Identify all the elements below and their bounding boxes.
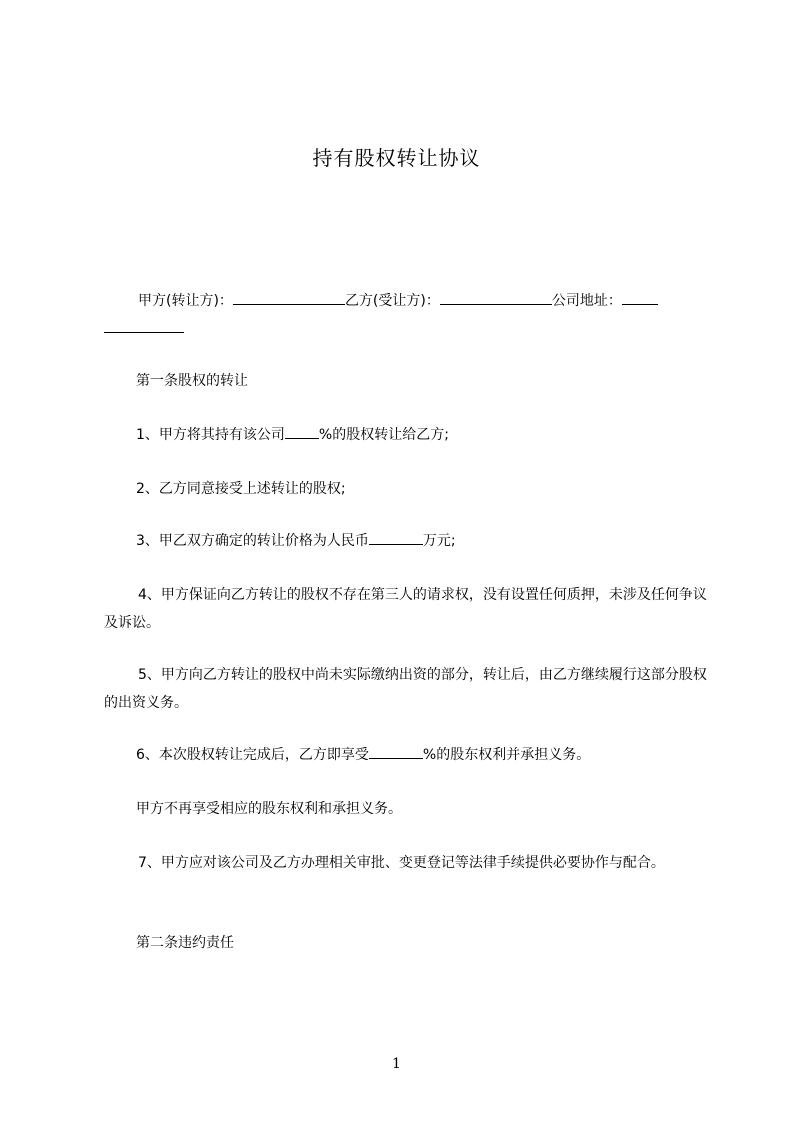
document-title: 持有股权转让协议 <box>312 146 481 170</box>
article2-heading: 第二条违约责任 <box>136 935 234 951</box>
page-number: 1 <box>392 1056 401 1072</box>
article1-item3 <box>104 527 708 555</box>
parties-line <box>104 287 708 315</box>
party-a-blank <box>233 292 345 305</box>
item6-percent-blank <box>369 746 423 759</box>
parties-line-continued <box>104 315 708 343</box>
item1-percent-blank <box>285 426 319 439</box>
item1-prefix: 1、甲方将其持有该公司 <box>136 427 285 443</box>
article1-item7: 7、甲方应对该公司及乙方办理相关审批、变更登记等法律手续提供必要协作与配合。 <box>138 855 665 871</box>
article1-item6 <box>104 741 708 769</box>
article1-heading: 第一条股权的转让 <box>136 373 248 389</box>
item3-prefix: 3、甲乙双方确定的转让价格为人民币 <box>136 533 369 549</box>
item6-suffix: %的股东权利并承担义务。 <box>422 747 591 763</box>
company-address-blank-continued <box>104 320 184 333</box>
article1-item4: 4、甲方保证向乙方转让的股权不存在第三人的请求权，没有设置任何质押，未涉及任何争议及诉讼。 <box>104 587 707 631</box>
item3-price-blank <box>369 532 423 545</box>
company-address-blank <box>622 292 658 305</box>
item3-suffix: 万元; <box>422 533 456 549</box>
party-b-label: 乙方(受让方)： <box>344 293 440 309</box>
article1-item5: 5、甲方向乙方转让的股权中尚未实际缴纳出资的部分，转让后，由乙方继续履行这部分股权的出资义务。 <box>104 667 707 711</box>
article1-item6-note: 甲方不再享受相应的股东权利和承担义务。 <box>136 801 402 817</box>
item1-suffix: %的股权转让给乙方; <box>318 427 449 443</box>
company-address-label: 公司地址： <box>551 293 622 309</box>
article1-item1 <box>104 421 708 449</box>
party-a-label: 甲方(转让方)： <box>138 293 233 309</box>
party-b-blank <box>440 292 552 305</box>
article1-item2: 2、乙方同意接受上述转让的股权; <box>136 481 346 497</box>
item6-prefix: 6、本次股权转让完成后，乙方即享受 <box>136 747 369 763</box>
